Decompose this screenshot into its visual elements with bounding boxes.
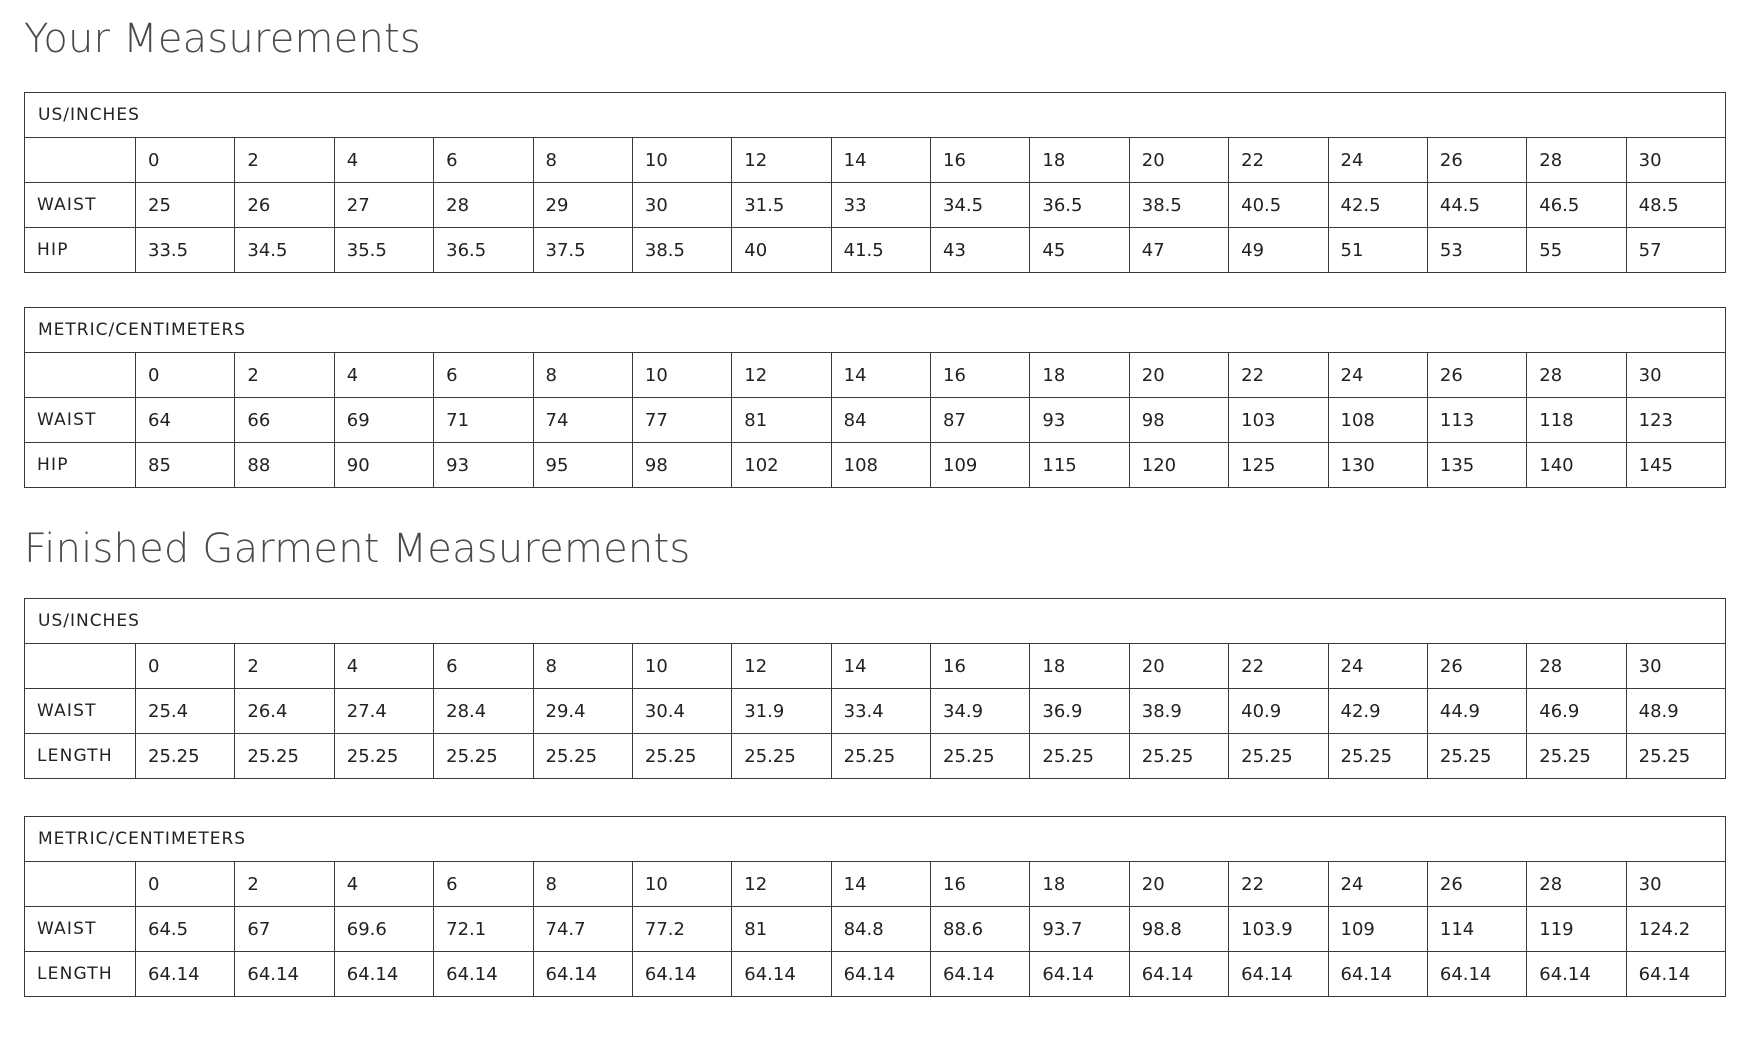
size-cell: 0 [136, 138, 235, 183]
measurement-cell: 102 [732, 443, 831, 488]
measurement-cell: 118 [1527, 398, 1626, 443]
size-cell: 10 [632, 644, 731, 689]
size-cell: 2 [235, 353, 334, 398]
measurement-cell: 109 [931, 443, 1030, 488]
size-cell: 6 [434, 353, 533, 398]
size-cell: 24 [1328, 138, 1427, 183]
measurement-cell: 64.14 [1427, 952, 1526, 997]
size-cell: 16 [931, 644, 1030, 689]
measurement-cell: 29.4 [533, 689, 632, 734]
measurement-cell: 74 [533, 398, 632, 443]
measurement-cell: 25.25 [1427, 734, 1526, 779]
measurement-cell: 64 [136, 398, 235, 443]
measurement-cell: 93.7 [1030, 907, 1129, 952]
size-cell: 22 [1229, 138, 1328, 183]
measurement-cell: 145 [1626, 443, 1725, 488]
finished-garment-metric-table [24, 816, 1726, 997]
size-cell: 28 [1527, 644, 1626, 689]
measurement-cell: 74.7 [533, 907, 632, 952]
measurement-cell: 124.2 [1626, 907, 1725, 952]
measurement-cell: 81 [732, 907, 831, 952]
measurement-cell: 108 [831, 443, 930, 488]
measurement-cell: 64.14 [632, 952, 731, 997]
size-header-row [25, 353, 1726, 398]
row-label: LENGTH [25, 952, 136, 997]
measurement-cell: 45 [1030, 228, 1129, 273]
measurement-cell: 64.14 [732, 952, 831, 997]
row-label: WAIST [25, 907, 136, 952]
size-header-row [25, 862, 1726, 907]
empty-corner-cell [25, 138, 136, 183]
measurement-cell: 26.4 [235, 689, 334, 734]
row-label: WAIST [25, 398, 136, 443]
measurement-cell: 42.5 [1328, 183, 1427, 228]
measurement-cell: 135 [1427, 443, 1526, 488]
size-cell: 26 [1427, 862, 1526, 907]
size-cell: 10 [632, 138, 731, 183]
measurement-cell: 25.25 [831, 734, 930, 779]
measurement-cell: 46.5 [1527, 183, 1626, 228]
size-cell: 8 [533, 353, 632, 398]
measurement-cell: 113 [1427, 398, 1526, 443]
measurement-cell: 25.25 [334, 734, 433, 779]
table-row [25, 689, 1726, 734]
measurement-cell: 71 [434, 398, 533, 443]
size-cell: 14 [831, 644, 930, 689]
empty-corner-cell [25, 353, 136, 398]
measurement-cell: 53 [1427, 228, 1526, 273]
row-label: WAIST [25, 183, 136, 228]
measurement-cell: 34.5 [235, 228, 334, 273]
size-cell: 20 [1129, 353, 1228, 398]
size-cell: 24 [1328, 862, 1427, 907]
measurement-cell: 38.5 [632, 228, 731, 273]
measurement-cell: 84 [831, 398, 930, 443]
measurement-cell: 25.25 [1626, 734, 1725, 779]
size-cell: 30 [1626, 644, 1725, 689]
measurement-cell: 36.5 [434, 228, 533, 273]
measurement-cell: 28.4 [434, 689, 533, 734]
unit-header-row [25, 599, 1726, 644]
measurement-cell: 25.25 [235, 734, 334, 779]
size-cell: 14 [831, 862, 930, 907]
table-row [25, 228, 1726, 273]
size-cell: 22 [1229, 644, 1328, 689]
measurement-cell: 64.5 [136, 907, 235, 952]
measurement-cell: 72.1 [434, 907, 533, 952]
your-measurements-us-table [24, 92, 1726, 273]
measurement-cell: 93 [434, 443, 533, 488]
size-cell: 16 [931, 138, 1030, 183]
size-cell: 6 [434, 862, 533, 907]
measurement-cell: 37.5 [533, 228, 632, 273]
size-cell: 28 [1527, 862, 1626, 907]
table-row [25, 907, 1726, 952]
measurement-cell: 119 [1527, 907, 1626, 952]
measurement-cell: 93 [1030, 398, 1129, 443]
measurement-cell: 47 [1129, 228, 1228, 273]
size-cell: 22 [1229, 862, 1328, 907]
measurement-cell: 88 [235, 443, 334, 488]
measurement-cell: 64.14 [1328, 952, 1427, 997]
measurement-cell: 25.25 [632, 734, 731, 779]
measurement-cell: 85 [136, 443, 235, 488]
size-cell: 18 [1030, 353, 1129, 398]
measurement-cell: 120 [1129, 443, 1228, 488]
measurement-cell: 64.14 [1626, 952, 1725, 997]
your-measurements-metric-table [24, 307, 1726, 488]
measurement-cell: 49 [1229, 228, 1328, 273]
size-header-row [25, 138, 1726, 183]
measurement-cell: 64.14 [1229, 952, 1328, 997]
measurement-cell: 31.9 [732, 689, 831, 734]
size-cell: 18 [1030, 138, 1129, 183]
measurement-cell: 64.14 [1129, 952, 1228, 997]
measurement-cell: 64.14 [1030, 952, 1129, 997]
measurement-cell: 64.14 [931, 952, 1030, 997]
measurement-cell: 28 [434, 183, 533, 228]
size-cell: 8 [533, 862, 632, 907]
size-cell: 30 [1626, 862, 1725, 907]
empty-corner-cell [25, 644, 136, 689]
unit-header-row [25, 817, 1726, 862]
measurement-cell: 40 [732, 228, 831, 273]
measurement-cell: 35.5 [334, 228, 433, 273]
size-cell: 0 [136, 862, 235, 907]
measurement-cell: 29 [533, 183, 632, 228]
measurement-cell: 25.25 [533, 734, 632, 779]
size-cell: 26 [1427, 644, 1526, 689]
size-cell: 12 [732, 138, 831, 183]
your-measurements-title: Your Measurements [24, 16, 421, 62]
measurement-cell: 43 [931, 228, 1030, 273]
finished-garment-measurements-title: Finished Garment Measurements [24, 526, 691, 572]
empty-corner-cell [25, 862, 136, 907]
size-cell: 4 [334, 862, 433, 907]
size-cell: 12 [732, 862, 831, 907]
size-cell: 22 [1229, 353, 1328, 398]
size-cell: 12 [732, 353, 831, 398]
unit-header-row [25, 308, 1726, 353]
measurement-cell: 64.14 [831, 952, 930, 997]
measurement-cell: 69 [334, 398, 433, 443]
measurement-cell: 40.5 [1229, 183, 1328, 228]
measurement-cell: 98 [1129, 398, 1228, 443]
measurement-cell: 33.4 [831, 689, 930, 734]
measurement-cell: 25.25 [1527, 734, 1626, 779]
size-header-row [25, 644, 1726, 689]
measurement-cell: 25.4 [136, 689, 235, 734]
size-cell: 2 [235, 138, 334, 183]
unit-label: US/INCHES [25, 93, 1726, 138]
measurement-cell: 69.6 [334, 907, 433, 952]
row-label: HIP [25, 228, 136, 273]
measurement-cell: 130 [1328, 443, 1427, 488]
measurement-cell: 103.9 [1229, 907, 1328, 952]
size-cell: 4 [334, 644, 433, 689]
size-cell: 28 [1527, 138, 1626, 183]
table-row [25, 398, 1726, 443]
measurement-cell: 25.25 [1328, 734, 1427, 779]
measurement-cell: 38.5 [1129, 183, 1228, 228]
measurement-cell: 98.8 [1129, 907, 1228, 952]
measurement-cell: 34.9 [931, 689, 1030, 734]
measurement-cell: 66 [235, 398, 334, 443]
measurement-cell: 51 [1328, 228, 1427, 273]
measurement-cell: 44.5 [1427, 183, 1526, 228]
measurement-cell: 33 [831, 183, 930, 228]
measurement-cell: 27 [334, 183, 433, 228]
measurement-cell: 88.6 [931, 907, 1030, 952]
measurement-cell: 48.9 [1626, 689, 1725, 734]
size-cell: 0 [136, 644, 235, 689]
measurement-cell: 125 [1229, 443, 1328, 488]
measurement-cell: 33.5 [136, 228, 235, 273]
measurement-cell: 27.4 [334, 689, 433, 734]
measurement-cell: 103 [1229, 398, 1328, 443]
size-cell: 8 [533, 644, 632, 689]
size-cell: 14 [831, 353, 930, 398]
size-cell: 18 [1030, 862, 1129, 907]
measurement-cell: 95 [533, 443, 632, 488]
measurement-cell: 64.14 [136, 952, 235, 997]
measurement-cell: 25.25 [931, 734, 1030, 779]
size-cell: 18 [1030, 644, 1129, 689]
table-row [25, 734, 1726, 779]
size-cell: 24 [1328, 644, 1427, 689]
size-cell: 30 [1626, 138, 1725, 183]
measurement-cell: 77 [632, 398, 731, 443]
finished-garment-us-table [24, 598, 1726, 779]
row-label: HIP [25, 443, 136, 488]
size-cell: 30 [1626, 353, 1725, 398]
measurement-cell: 40.9 [1229, 689, 1328, 734]
measurement-cell: 25.25 [434, 734, 533, 779]
measurement-cell: 64.14 [533, 952, 632, 997]
measurement-cell: 34.5 [931, 183, 1030, 228]
size-cell: 0 [136, 353, 235, 398]
measurement-cell: 55 [1527, 228, 1626, 273]
size-cell: 28 [1527, 353, 1626, 398]
measurement-cell: 25.25 [1030, 734, 1129, 779]
measurement-cell: 123 [1626, 398, 1725, 443]
size-cell: 26 [1427, 138, 1526, 183]
measurement-cell: 64.14 [434, 952, 533, 997]
size-cell: 6 [434, 644, 533, 689]
measurement-cell: 67 [235, 907, 334, 952]
size-cell: 20 [1129, 644, 1228, 689]
unit-label: US/INCHES [25, 599, 1726, 644]
measurement-cell: 64.14 [334, 952, 433, 997]
size-cell: 16 [931, 862, 1030, 907]
size-cell: 26 [1427, 353, 1526, 398]
measurement-cell: 98 [632, 443, 731, 488]
size-cell: 10 [632, 862, 731, 907]
measurement-cell: 140 [1527, 443, 1626, 488]
measurement-cell: 77.2 [632, 907, 731, 952]
size-cell: 2 [235, 644, 334, 689]
measurement-cell: 64.14 [1527, 952, 1626, 997]
measurement-cell: 42.9 [1328, 689, 1427, 734]
measurement-cell: 25.25 [1229, 734, 1328, 779]
size-cell: 4 [334, 353, 433, 398]
measurement-cell: 30 [632, 183, 731, 228]
unit-label: METRIC/CENTIMETERS [25, 308, 1726, 353]
measurement-cell: 46.9 [1527, 689, 1626, 734]
measurement-cell: 31.5 [732, 183, 831, 228]
size-cell: 10 [632, 353, 731, 398]
measurement-cell: 84.8 [831, 907, 930, 952]
size-cell: 20 [1129, 862, 1228, 907]
measurement-cell: 25.25 [136, 734, 235, 779]
table-row [25, 952, 1726, 997]
size-cell: 20 [1129, 138, 1228, 183]
measurement-cell: 41.5 [831, 228, 930, 273]
measurement-cell: 109 [1328, 907, 1427, 952]
size-cell: 2 [235, 862, 334, 907]
table-row [25, 183, 1726, 228]
measurement-cell: 64.14 [235, 952, 334, 997]
size-cell: 24 [1328, 353, 1427, 398]
measurement-cell: 25 [136, 183, 235, 228]
measurement-cell: 81 [732, 398, 831, 443]
measurement-cell: 36.5 [1030, 183, 1129, 228]
row-label: WAIST [25, 689, 136, 734]
measurement-cell: 25.25 [732, 734, 831, 779]
measurement-cell: 90 [334, 443, 433, 488]
size-cell: 12 [732, 644, 831, 689]
unit-header-row [25, 93, 1726, 138]
measurement-cell: 48.5 [1626, 183, 1725, 228]
measurement-cell: 26 [235, 183, 334, 228]
unit-label: METRIC/CENTIMETERS [25, 817, 1726, 862]
measurement-cell: 114 [1427, 907, 1526, 952]
size-cell: 8 [533, 138, 632, 183]
measurement-cell: 25.25 [1129, 734, 1228, 779]
measurement-cell: 87 [931, 398, 1030, 443]
measurement-cell: 108 [1328, 398, 1427, 443]
table-row [25, 443, 1726, 488]
measurement-cell: 36.9 [1030, 689, 1129, 734]
measurement-cell: 115 [1030, 443, 1129, 488]
measurement-cell: 44.9 [1427, 689, 1526, 734]
size-cell: 16 [931, 353, 1030, 398]
size-cell: 6 [434, 138, 533, 183]
row-label: LENGTH [25, 734, 136, 779]
size-cell: 4 [334, 138, 433, 183]
measurement-cell: 57 [1626, 228, 1725, 273]
size-cell: 14 [831, 138, 930, 183]
measurement-cell: 30.4 [632, 689, 731, 734]
measurement-cell: 38.9 [1129, 689, 1228, 734]
